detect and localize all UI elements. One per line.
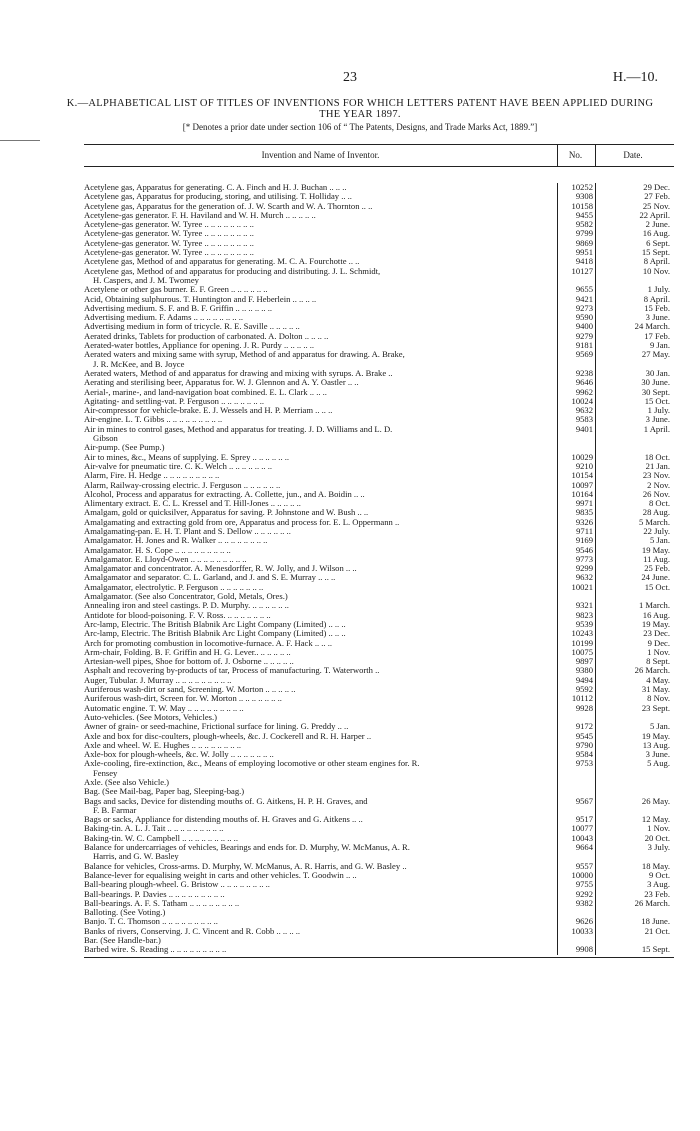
application-number: 9421 <box>557 295 595 304</box>
invention-title: Acid, Obtaining sulphurous. T. Huntington and F. Heberlein .. .. .. .. <box>84 294 317 304</box>
application-number: 9172 <box>557 722 595 731</box>
table-row <box>84 583 674 592</box>
application-number: 10077 <box>557 824 595 833</box>
table-row <box>84 778 674 787</box>
invention-title: Annealing iron and steel castings. P. D. Murphy. .. .. .. .. .. .. <box>84 601 289 611</box>
application-number: 10033 <box>557 927 595 936</box>
invention-title: Auriferous wash-dirt, Screen for. W. Morton .. .. .. .. .. .. .. <box>84 694 282 704</box>
invention-title: Aerated waters and mixing same with syrup, Method of and apparatus for drawing. A. Brake, <box>84 350 405 360</box>
application-date: 15 Oct. <box>595 583 674 592</box>
invention-title: Aerated-water bottles, Appliance for opening. J. R. Purdy .. .. .. .. .. <box>84 341 315 351</box>
application-date: 9 Dec. <box>595 639 674 648</box>
application-date: 22 April. <box>595 211 674 220</box>
application-number: 9790 <box>557 741 595 750</box>
application-date: 3 June. <box>595 415 674 424</box>
application-date: 21 Oct. <box>595 927 674 936</box>
invention-title: Awner of grain- or seed-machine, Frictional surface for lining. G. Preddy .. .. <box>84 722 349 732</box>
application-date: 29 Dec. <box>595 183 674 192</box>
application-date: 11 Aug. <box>595 555 674 564</box>
invention-title: Arch for promoting combustion in locomotive-furnace. A. F. Hack .. .. .. <box>84 638 333 648</box>
invention-title: Baking-tin. W. C. Campbell .. .. .. .. .. .. .. .. .. <box>84 833 238 843</box>
invention-title: Acetylene or other gas burner. E. F. Green .. .. .. .. .. .. <box>84 285 268 295</box>
application-number: 10252 <box>557 183 595 192</box>
invention-title: Alcohol, Process and apparatus for extracting. A. Collette, jun., and A. Boidin .. .. <box>84 489 365 499</box>
invention-title: Ball-bearing plough-wheel. G. Bristow .. .. .. .. .. .. .. .. <box>84 880 270 890</box>
application-number: 10043 <box>557 834 595 843</box>
application-date: 13 Aug. <box>595 741 674 750</box>
application-number: 9626 <box>557 917 595 926</box>
table-row <box>84 434 674 443</box>
application-date: 2 June. <box>595 220 674 229</box>
invention-title: Auto-vehicles. (See Motors, Vehicles.) <box>84 712 218 722</box>
invention-title: Amalgamator. H. S. Cope .. .. .. .. .. .. .. .. .. <box>84 545 231 555</box>
application-number: 9567 <box>557 797 595 806</box>
invention-title: Amalgamator. (See also Concentrator, Gold, Metals, Ores.) <box>84 592 288 602</box>
application-date: 1 Nov. <box>595 824 674 833</box>
application-number: 9869 <box>557 239 595 248</box>
application-number: 9569 <box>557 350 595 359</box>
invention-title: Harris, and G. W. Basley <box>93 852 179 862</box>
application-date: 23 Feb. <box>595 890 674 899</box>
invention-title: Acetylene-gas generator. F. H. Haviland and W. H. Murch .. .. .. .. .. <box>84 210 316 220</box>
invention-title: Fensey <box>93 768 118 778</box>
invention-title: Acetylene gas, Method of and apparatus for producing and distributing. J. L. Schmidt, <box>84 266 381 276</box>
application-number: 10199 <box>557 639 595 648</box>
application-number: 9835 <box>557 508 595 517</box>
application-number: 9928 <box>557 704 595 713</box>
application-number: 9238 <box>557 369 595 378</box>
application-number: 9299 <box>557 564 595 573</box>
application-number: 10075 <box>557 648 595 657</box>
application-number: 10112 <box>557 694 595 703</box>
page-number: 23 <box>343 70 357 85</box>
invention-title: Antidote for blood-poisoning. F. V. Ross. .. .. .. .. .. .. .. <box>84 610 271 620</box>
application-number: 10243 <box>557 629 595 638</box>
invention-title: Axle and wheel. W. E. Hughes .. .. .. .. .. .. .. .. <box>84 740 242 750</box>
application-number: 9169 <box>557 536 595 545</box>
application-date: 30 Sept. <box>595 388 674 397</box>
invention-title: Arc-lamp, Electric. The British Blabnik Arc Light Company (Limited) .. .. .. <box>84 619 346 629</box>
application-date <box>595 778 674 787</box>
invention-title: Acetylene-gas generator. W. Tyree .. .. .. .. .. .. .. .. <box>84 248 254 258</box>
application-date: 1 July. <box>595 406 674 415</box>
application-date: 8 April. <box>595 257 674 266</box>
application-date: 30 June. <box>595 378 674 387</box>
application-date: 5 Aug. <box>595 759 674 768</box>
application-date: 4 May. <box>595 676 674 685</box>
invention-title: Baking-tin. A. L. J. Tait .. .. .. .. .. .. .. .. .. <box>84 824 224 834</box>
application-number: 9646 <box>557 378 595 387</box>
application-number: 9583 <box>557 415 595 424</box>
application-number: 9590 <box>557 313 595 322</box>
inventions-table <box>84 144 674 958</box>
application-number: 9632 <box>557 573 595 582</box>
application-number <box>557 434 595 443</box>
application-date <box>595 769 674 778</box>
application-number: 9273 <box>557 304 595 313</box>
application-number: 9908 <box>557 945 595 954</box>
invention-title: Amalgam, gold or quicksilver, Apparatus for saving. P. Johnstone and W. Bush .. .. <box>84 508 369 518</box>
table-row <box>84 927 674 936</box>
application-number: 9210 <box>557 462 595 471</box>
invention-title: Axle. (See also Vehicle.) <box>84 778 170 787</box>
invention-title: Acetylene-gas generator. W. Tyree .. .. .. .. .. .. .. .. <box>84 238 254 248</box>
application-date: 31 May. <box>595 685 674 694</box>
invention-title: Artesian-well pipes, Shoe for bottom of. J. Osborne .. .. .. .. .. <box>84 657 294 667</box>
application-date: 10 Nov. <box>595 267 674 276</box>
application-date: 27 Feb. <box>595 192 674 201</box>
invention-title: Aerating and sterilising beer, Apparatus for. W. J. Glennon and A. Y. Oastler .. .. <box>84 378 359 388</box>
application-number: 10021 <box>557 583 595 592</box>
application-date: 3 Aug. <box>595 880 674 889</box>
application-date: 5 March. <box>595 518 674 527</box>
invention-title: Alarm, Fire. H. Hedge .. .. .. .. .. .. .. .. .. <box>84 471 220 481</box>
application-date: 30 Jan. <box>595 369 674 378</box>
application-date: 9 Jan. <box>595 341 674 350</box>
application-number: 10029 <box>557 453 595 462</box>
table-row <box>84 843 674 852</box>
application-number: 9962 <box>557 388 595 397</box>
application-date: 26 March. <box>595 666 674 675</box>
invention-title: Alarm, Railway-crossing electric. J. Ferguson .. .. .. .. .. .. <box>84 480 281 490</box>
invention-title: Agitating- and settling-vat. P. Ferguson .. .. .. .. .. .. .. <box>84 396 265 406</box>
invention-title: Acetylene gas, Method of and apparatus for generating. M. C. A. Fourchotte .. .. <box>84 257 360 267</box>
application-number: 9592 <box>557 685 595 694</box>
application-number: 10158 <box>557 202 595 211</box>
application-date: 26 May. <box>595 797 674 806</box>
application-date: 15 Feb. <box>595 304 674 313</box>
table-row <box>84 425 674 434</box>
application-number: 9494 <box>557 676 595 685</box>
invention-title: Barbed wire. S. Reading .. .. .. .. .. .. .. .. .. <box>84 945 227 955</box>
invention-title: Amalgamating-pan. E. H. T. Plant and S. Dellow .. .. .. .. .. .. <box>84 526 291 536</box>
table-row <box>84 267 674 276</box>
invention-title: Alimentary extract. E. C. L. Kressel and T. Hill-Jones .. .. .. .. .. <box>84 499 301 509</box>
application-date: 1 March. <box>595 601 674 610</box>
document-reference: H.—10. <box>612 70 658 85</box>
application-date: 21 Jan. <box>595 462 674 471</box>
application-date: 19 May. <box>595 732 674 741</box>
invention-title: Balance-lever for equalising weight in carts and other vehicles. T. Goodwin .. .. <box>84 870 357 880</box>
application-date: 26 Nov. <box>595 490 674 499</box>
invention-title: Auriferous wash-dirt or sand, Screening. W. Morton .. .. .. .. .. <box>84 685 296 695</box>
invention-title: Auger, Tubular. J. Murray .. .. .. .. .. .. .. .. .. <box>84 675 232 685</box>
invention-title: Amalgamator and separator. C. L. Garland, and J. and S. E. Murray .. .. .. <box>84 573 336 583</box>
application-number: 9557 <box>557 862 595 871</box>
application-date: 5 Jan. <box>595 722 674 731</box>
invention-title: Ball-bearings. P. Davies .. .. .. .. .. .. .. .. .. <box>84 889 225 899</box>
application-date: 8 Oct. <box>595 499 674 508</box>
invention-title: Advertising medium. F. Adams .. .. .. .. .. .. .. .. <box>84 313 244 323</box>
application-date: 5 Jan. <box>595 536 674 545</box>
application-date: 17 Feb. <box>595 332 674 341</box>
invention-title: Advertising medium. S. F. and B. F. Griffin .. .. .. .. .. .. <box>84 303 273 313</box>
invention-title: Aerated waters, Method of and apparatus for drawing and mixing with syrups. A. Brake .. <box>84 368 393 378</box>
invention-title: Air-compressor for vehicle-brake. E. J. Wessels and H. P. Merriam .. .. .. <box>84 406 333 416</box>
application-date: 19 May. <box>595 546 674 555</box>
application-number: 10154 <box>557 471 595 480</box>
application-date: 26 March. <box>595 899 674 908</box>
application-date: 2 Nov. <box>595 481 674 490</box>
table-row <box>84 759 674 768</box>
invention-title: Arm-chair, Folding. B. F. Griffin and H. G. Lever.. .. .. .. .. .. <box>84 647 291 657</box>
application-number: 9664 <box>557 843 595 852</box>
application-number <box>557 778 595 787</box>
application-date: 16 Aug. <box>595 611 674 620</box>
header-date: Date. <box>595 145 674 166</box>
application-number: 9326 <box>557 518 595 527</box>
application-number: 9539 <box>557 620 595 629</box>
application-date: 8 April. <box>595 295 674 304</box>
application-number: 10164 <box>557 490 595 499</box>
table-row <box>84 769 674 778</box>
application-date: 3 June. <box>595 750 674 759</box>
invention-title: Acetylene-gas generator. W. Tyree .. .. .. .. .. .. .. .. <box>84 220 254 230</box>
application-date: 23 Nov. <box>595 471 674 480</box>
application-number: 10127 <box>557 267 595 276</box>
application-number: 9897 <box>557 657 595 666</box>
invention-title: Balloting. (See Voting.) <box>84 908 166 918</box>
application-date: 25 Feb. <box>595 564 674 573</box>
invention-title: J. R. McKee, and B. Joyce <box>93 359 185 369</box>
invention-title: Banjo. T. C. Thomson .. .. .. .. .. .. .. .. .. <box>84 917 218 927</box>
invention-title: Air-valve for pneumatic tire. C. K. Welch .. .. .. .. .. .. .. <box>84 461 272 471</box>
application-date: 20 Oct. <box>595 834 674 843</box>
invention-title: Aerial-, marine-, and land-navigation boat combined. E. L. Clark .. .. .. <box>84 387 327 397</box>
application-date <box>595 434 674 443</box>
application-date: 22 July. <box>595 527 674 536</box>
invention-title: Acetylene gas, Apparatus for producing, storing, and utilising. T. Holliday .. .. <box>84 192 352 202</box>
table-rows <box>84 183 674 955</box>
application-number: 9951 <box>557 248 595 257</box>
application-number: 9321 <box>557 601 595 610</box>
application-date: 3 July. <box>595 843 674 852</box>
application-date: 1 July. <box>595 285 674 294</box>
table-row <box>84 797 674 806</box>
application-number: 9546 <box>557 546 595 555</box>
application-number: 9455 <box>557 211 595 220</box>
application-date: 28 Aug. <box>595 508 674 517</box>
margin-mark <box>0 140 40 141</box>
application-number <box>557 769 595 778</box>
application-number: 9292 <box>557 890 595 899</box>
application-number: 10000 <box>557 871 595 880</box>
application-number: 9380 <box>557 666 595 675</box>
application-number: 9382 <box>557 899 595 908</box>
invention-title: Arc-lamp, Electric. The British Blabnik Arc Light Company (Limited) .. .. .. <box>84 629 346 639</box>
application-number: 9711 <box>557 527 595 536</box>
header-number: No. <box>557 145 595 166</box>
application-date: 23 Sept. <box>595 704 674 713</box>
invention-title: Bag. (See Mail-bag, Paper bag, Sleeping-bag.) <box>84 787 245 797</box>
invention-title: Aerated drinks, Tablets for production of carbonated. A. Dolton .. .. .. .. <box>84 331 329 341</box>
invention-title: Axle-cooling, fire-extinction, &c., Means of employing locomotive or other steam engines for. R. <box>84 759 420 769</box>
invention-title: Asphalt and recovering by-products of tar, Process of manufacturing. T. Waterworth .. <box>84 666 380 676</box>
invention-title: Banks of rivers, Conserving. J. C. Vincent and R. Cobb .. .. .. .. <box>84 926 301 936</box>
application-number: 9655 <box>557 285 595 294</box>
application-number: 9823 <box>557 611 595 620</box>
application-date: 9 Oct. <box>595 871 674 880</box>
application-date: 8 Nov. <box>595 694 674 703</box>
application-date: 15 Sept. <box>595 945 674 954</box>
application-date: 23 Dec. <box>595 629 674 638</box>
application-date: 24 June. <box>595 573 674 582</box>
application-number: 9308 <box>557 192 595 201</box>
application-number: 9400 <box>557 322 595 331</box>
table-row <box>84 350 674 359</box>
table-row <box>84 704 674 713</box>
invention-title: Air-pump. (See Pump.) <box>84 443 165 453</box>
invention-title: Air to mines, &c., Means of supplying. E. Sprey .. .. .. .. .. .. <box>84 452 290 462</box>
invention-title: Acetylene gas, Apparatus for the generation of. J. W. Scarth and W. A. Thornton .. .. <box>84 201 373 211</box>
application-number: 10097 <box>557 481 595 490</box>
application-number: 9755 <box>557 880 595 889</box>
invention-title: Bags and sacks, Device for distending mouths of. G. Aitkens, H. P. H. Graves, and <box>84 796 368 806</box>
application-number: 9418 <box>557 257 595 266</box>
application-date: 15 Sept. <box>595 248 674 257</box>
invention-title: Amalgamator. H. Jones and R. Walker .. .. .. .. .. .. .. .. <box>84 536 268 546</box>
application-date: 3 June. <box>595 313 674 322</box>
invention-title: Axle and box for disc-coulters, plough-wheels, &c. J. Cockerell and R. H. Harper .. <box>84 731 372 741</box>
application-date: 24 March. <box>595 322 674 331</box>
application-number: 9181 <box>557 341 595 350</box>
application-date: 6 Sept. <box>595 239 674 248</box>
application-date: 19 May. <box>595 620 674 629</box>
application-date: 15 Oct. <box>595 397 674 406</box>
application-date: 18 Oct. <box>595 453 674 462</box>
application-number: 9279 <box>557 332 595 341</box>
application-date: 18 June. <box>595 917 674 926</box>
application-date: 16 Aug. <box>595 229 674 238</box>
list-subtitle: [* Denotes a prior date under section 106 of “ The Patents, Designs, and Trade Marks Act, 1889.”] <box>182 122 538 132</box>
list-title: K.—ALPHABETICAL LIST OF TITLES OF INVENTIONS FOR WHICH LETTERS PATENT HAVE BEEN APPLIED DURING THE YEAR 1897. <box>66 98 654 120</box>
invention-title: Bar. (See Handle-bar.) <box>84 936 161 946</box>
invention-title: Advertising medium in form of tricycle. R. E. Saville .. .. .. .. .. <box>84 322 300 332</box>
invention-title: Axle-box for plough-wheels, &c. W. Jolly .. .. .. .. .. .. .. <box>84 750 274 760</box>
table-row <box>84 899 674 908</box>
application-number: 10024 <box>557 397 595 406</box>
application-number: 9799 <box>557 229 595 238</box>
application-number: 9971 <box>557 499 595 508</box>
invention-title: Bags or sacks, Appliance for distending mouths of. H. Graves and G. Aitkens .. .. <box>84 815 363 825</box>
application-number: 9584 <box>557 750 595 759</box>
application-date: 1 April. <box>595 425 674 434</box>
application-number: 9582 <box>557 220 595 229</box>
application-date: 8 Sept. <box>595 657 674 666</box>
invention-title: Amalgamator, electrolytic. P. Ferguson .. .. .. .. .. .. .. <box>84 582 264 592</box>
invention-title: Amalgamator and concentrator. A. Menesdorffer, R. W. Jolly, and J. Wilson .. .. <box>84 564 357 574</box>
application-number: 9545 <box>557 732 595 741</box>
invention-title: Air in mines to control gases, Method and apparatus for treating. J. D. Williams and L. D. <box>84 424 393 434</box>
invention-title: Amalgamator. E. Lloyd-Owen .. .. .. .. .. .. .. .. .. <box>84 554 247 564</box>
application-number: 9753 <box>557 759 595 768</box>
invention-title: Ball-bearings. A. F. S. Tatham .. .. .. .. .. .. .. .. <box>84 898 240 908</box>
invention-title: Balance for undercarriages of vehicles, Bearings and ends for. D. Murphy, W. McManus, A. R. <box>84 843 410 853</box>
invention-title: H. Caspers, and J. M. Twomey <box>93 275 199 285</box>
table-header <box>84 144 674 167</box>
application-date: 25 Nov. <box>595 202 674 211</box>
invention-title: Acetylene-gas generator. W. Tyree .. .. .. .. .. .. .. .. <box>84 229 254 239</box>
application-number: 9517 <box>557 815 595 824</box>
application-date: 27 May. <box>595 350 674 359</box>
application-number: 9401 <box>557 425 595 434</box>
application-date: 18 May. <box>595 862 674 871</box>
invention-title: Air-engine. L. T. Gibbs .. .. .. .. .. .. .. .. .. <box>84 415 223 425</box>
invention-title: Automatic engine. T. W. May .. .. .. .. .. .. .. .. .. <box>84 703 244 713</box>
invention-title: F. B. Farmar <box>93 805 137 815</box>
application-date: 12 May. <box>595 815 674 824</box>
table-row <box>84 945 674 954</box>
invention-title: Gibson <box>93 434 118 444</box>
application-date: 1 Nov. <box>595 648 674 657</box>
application-number: 9773 <box>557 555 595 564</box>
table-body <box>84 167 674 958</box>
invention-title: Balance for vehicles, Cross-arms. D. Murphy, W. McManus, A. R. Harris, and G. W. Basley .. <box>84 861 407 871</box>
invention-title: Acetylene gas, Apparatus for generating. C. A. Finch and H. J. Buchan .. .. .. <box>84 183 347 192</box>
invention-title: Amalgamating and extracting gold from ore, Apparatus and process for. E. L. Oppermann .. <box>84 517 400 527</box>
header-description: Invention and Name of Inventor. <box>261 150 380 160</box>
application-number: 9632 <box>557 406 595 415</box>
